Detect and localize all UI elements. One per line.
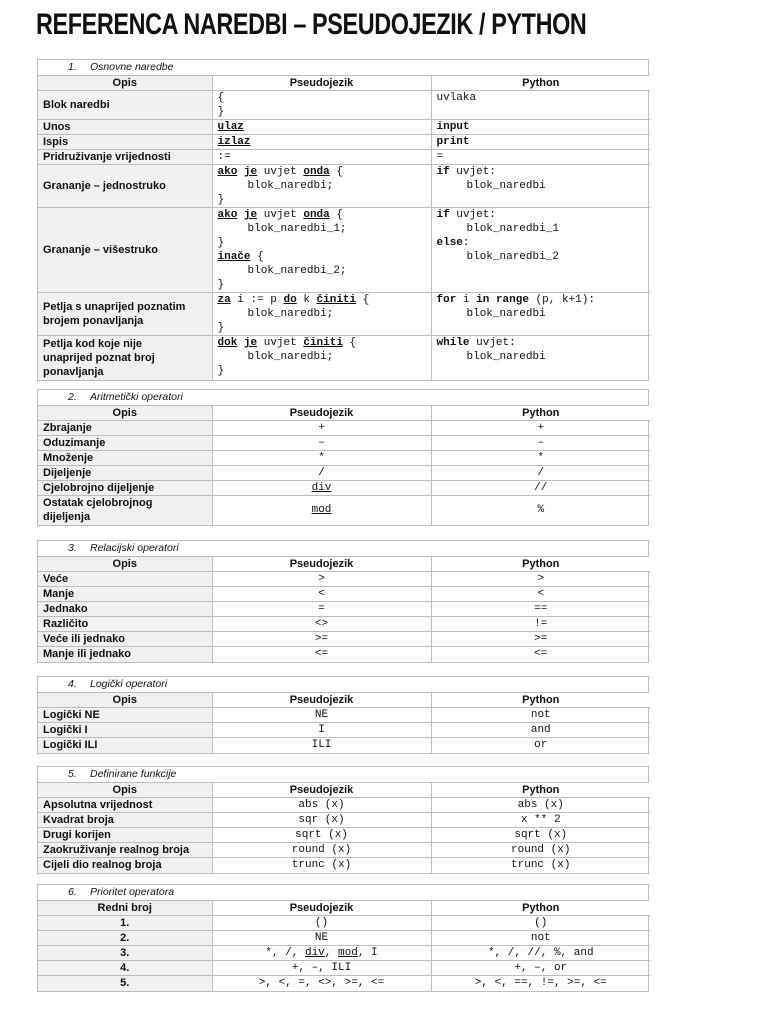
keyword: za bbox=[217, 294, 231, 306]
keyword: while bbox=[436, 337, 470, 349]
section-prioritet-operatora bbox=[37, 884, 649, 992]
table-relacijski-operatori bbox=[38, 557, 650, 662]
row-python: +, –, or bbox=[431, 961, 650, 976]
code-line bbox=[218, 208, 426, 222]
row-python: >= bbox=[431, 632, 650, 647]
row-python bbox=[431, 336, 650, 380]
code-line: blok_naredbi bbox=[466, 180, 546, 192]
row-desc: Blok naredbi bbox=[38, 91, 212, 120]
row-pseudo bbox=[212, 165, 431, 208]
keyword: range bbox=[495, 294, 529, 306]
row-python: + bbox=[431, 421, 650, 436]
row-pseudo: sqr (x) bbox=[212, 813, 431, 828]
code-text: k bbox=[296, 294, 317, 306]
section-header bbox=[38, 677, 648, 693]
keyword: ako bbox=[217, 166, 238, 178]
row-pseudo: < bbox=[212, 587, 431, 602]
col-header-pseudo: Pseudojezik bbox=[212, 901, 431, 916]
row-pseudo bbox=[212, 120, 431, 135]
keyword: činiti bbox=[303, 337, 343, 349]
row-pseudo: = bbox=[212, 602, 431, 617]
keyword: dok bbox=[217, 337, 238, 349]
section-title: Prioritet operatora bbox=[90, 886, 175, 898]
table-row bbox=[38, 647, 650, 662]
row-desc: Veće ili jednako bbox=[38, 632, 212, 647]
row-desc bbox=[38, 496, 212, 525]
col-header-python: Python bbox=[431, 76, 650, 91]
code-text: { bbox=[329, 166, 343, 178]
row-rank: 1. bbox=[38, 916, 212, 931]
row-desc: Cjelobrojno dijeljenje bbox=[38, 481, 212, 496]
code-text: { bbox=[356, 294, 370, 306]
code-text: uvjet: bbox=[469, 337, 516, 349]
table-prioritet-operatora bbox=[38, 901, 650, 991]
keyword: do bbox=[283, 294, 297, 306]
row-pseudo: >, <, =, <>, >=, <= bbox=[212, 976, 431, 991]
row-python: abs (x) bbox=[431, 798, 650, 813]
row-python: % bbox=[431, 496, 650, 525]
section-title: Logički operatori bbox=[90, 678, 168, 690]
code-text: i bbox=[456, 294, 477, 306]
section-header bbox=[38, 390, 648, 406]
table-header-row bbox=[38, 406, 650, 421]
col-header-opis: Opis bbox=[38, 693, 212, 708]
row-python: * bbox=[431, 451, 650, 466]
table-row bbox=[38, 421, 650, 436]
row-python bbox=[431, 165, 650, 208]
row-desc: Logički ILI bbox=[38, 738, 212, 753]
table-row bbox=[38, 135, 650, 150]
table-logicki-operatori bbox=[38, 693, 650, 753]
desc-line: dijeljenja bbox=[43, 511, 91, 524]
code-text: (p, k+1): bbox=[528, 294, 595, 306]
row-pseudo bbox=[212, 481, 431, 496]
section-number: 1. bbox=[68, 61, 77, 73]
row-desc: Unos bbox=[38, 120, 212, 135]
table-row bbox=[38, 723, 650, 738]
row-python: not bbox=[431, 931, 650, 946]
row-desc: Oduzimanje bbox=[38, 436, 212, 451]
row-python: round (x) bbox=[431, 843, 650, 858]
section-logicki-operatori bbox=[37, 676, 649, 754]
code-line bbox=[218, 293, 426, 307]
col-header-python: Python bbox=[431, 557, 650, 572]
table-row bbox=[38, 208, 650, 293]
page-title: REFERENCA NAREDBI – PSEUDOJEZIK / PYTHON bbox=[36, 8, 587, 41]
keyword: else bbox=[436, 237, 463, 249]
table-row bbox=[38, 976, 650, 991]
section-title: Osnovne naredbe bbox=[90, 61, 174, 73]
table-row bbox=[38, 916, 650, 931]
row-pseudo: I bbox=[212, 723, 431, 738]
code-line: } bbox=[217, 279, 225, 291]
row-pseudo: <= bbox=[212, 647, 431, 662]
code-line: blok_naredbi; bbox=[247, 180, 334, 192]
keyword: onda bbox=[303, 209, 330, 221]
table-row bbox=[38, 946, 650, 961]
row-python bbox=[431, 208, 650, 293]
keyword: print bbox=[436, 136, 470, 148]
table-row bbox=[38, 150, 650, 165]
code-line: } bbox=[217, 194, 225, 206]
row-desc: Manje ili jednako bbox=[38, 647, 212, 662]
row-desc bbox=[38, 336, 212, 380]
row-desc: Množenje bbox=[38, 451, 212, 466]
row-desc: Ispis bbox=[38, 135, 212, 150]
section-number: 3. bbox=[68, 542, 77, 554]
row-python: > bbox=[431, 572, 650, 587]
col-header-pseudo: Pseudojezik bbox=[212, 783, 431, 798]
code-line bbox=[437, 236, 646, 250]
keyword: div bbox=[304, 947, 325, 959]
row-desc: Pridruživanje vrijednosti bbox=[38, 150, 212, 165]
section-title: Definirane funkcije bbox=[90, 768, 177, 780]
row-desc: Zaokruživanje realnog broja bbox=[38, 843, 212, 858]
code-text: { bbox=[329, 209, 343, 221]
row-pseudo: := bbox=[212, 150, 431, 165]
keyword: for bbox=[436, 294, 457, 306]
code-text: uvjet: bbox=[449, 166, 496, 178]
section-number: 2. bbox=[68, 391, 77, 403]
code-line bbox=[437, 336, 646, 350]
table-row bbox=[38, 961, 650, 976]
row-desc: Kvadrat broja bbox=[38, 813, 212, 828]
table-row bbox=[38, 708, 650, 723]
col-header-opis: Opis bbox=[38, 76, 212, 91]
desc-line: unaprijed poznat broj bbox=[43, 351, 155, 364]
keyword: inače bbox=[217, 251, 251, 263]
table-row bbox=[38, 336, 650, 380]
table-row bbox=[38, 481, 650, 496]
section-number: 5. bbox=[68, 768, 77, 780]
row-desc: Različito bbox=[38, 617, 212, 632]
row-python: x ** 2 bbox=[431, 813, 650, 828]
row-python bbox=[431, 293, 650, 336]
row-pseudo: – bbox=[212, 436, 431, 451]
code-line: blok_naredbi; bbox=[247, 308, 334, 320]
row-pseudo: <> bbox=[212, 617, 431, 632]
col-header-pseudo: Pseudojezik bbox=[212, 693, 431, 708]
keyword: input bbox=[436, 121, 470, 133]
row-pseudo: * bbox=[212, 451, 431, 466]
col-header-opis: Opis bbox=[38, 406, 212, 421]
row-desc: Logički NE bbox=[38, 708, 212, 723]
code-line bbox=[218, 165, 426, 179]
table-row bbox=[38, 451, 650, 466]
table-row bbox=[38, 572, 650, 587]
row-pseudo: >= bbox=[212, 632, 431, 647]
table-row bbox=[38, 632, 650, 647]
desc-line: brojem ponavljanja bbox=[43, 315, 144, 327]
row-pseudo: ILI bbox=[212, 738, 431, 753]
section-header bbox=[38, 541, 648, 557]
keyword: je bbox=[243, 209, 258, 221]
table-row bbox=[38, 436, 650, 451]
row-pseudo: NE bbox=[212, 931, 431, 946]
table-row bbox=[38, 813, 650, 828]
row-desc: Grananje – jednostruko bbox=[38, 165, 212, 208]
keyword: div bbox=[311, 482, 332, 494]
row-pseudo: round (x) bbox=[212, 843, 431, 858]
keyword: if bbox=[436, 166, 450, 178]
row-desc: Manje bbox=[38, 587, 212, 602]
section-title: Relacijski operatori bbox=[90, 542, 179, 554]
code-line: blok_naredbi; bbox=[247, 351, 334, 363]
table-row bbox=[38, 293, 650, 336]
col-header-python: Python bbox=[431, 693, 650, 708]
section-aritmeticki-operatori bbox=[37, 389, 649, 526]
table-row bbox=[38, 587, 650, 602]
col-header-python: Python bbox=[431, 783, 650, 798]
row-pseudo: / bbox=[212, 466, 431, 481]
row-pseudo bbox=[212, 208, 431, 293]
code-line bbox=[218, 336, 426, 350]
code-text: uvjet bbox=[257, 166, 304, 178]
row-desc: Grananje – višestruko bbox=[38, 208, 212, 293]
row-desc: Logički I bbox=[38, 723, 212, 738]
row-desc: Cijeli dio realnog broja bbox=[38, 858, 212, 873]
code-text: *, /, bbox=[265, 947, 305, 959]
keyword: je bbox=[243, 166, 258, 178]
row-python: >, <, ==, !=, >=, <= bbox=[431, 976, 650, 991]
row-desc: Veće bbox=[38, 572, 212, 587]
row-python: () bbox=[431, 916, 650, 931]
keyword: je bbox=[243, 337, 258, 349]
table-row bbox=[38, 843, 650, 858]
row-desc: Dijeljenje bbox=[38, 466, 212, 481]
row-python bbox=[431, 135, 650, 150]
row-python: // bbox=[431, 481, 650, 496]
col-header-pseudo: Pseudojezik bbox=[212, 76, 431, 91]
row-python: != bbox=[431, 617, 650, 632]
code-text: : bbox=[462, 237, 470, 249]
table-row bbox=[38, 91, 650, 120]
table-osnovne-naredbe bbox=[38, 76, 650, 380]
row-rank: 4. bbox=[38, 961, 212, 976]
code-text: { bbox=[342, 337, 357, 349]
col-header-opis: Opis bbox=[38, 557, 212, 572]
table-header-row bbox=[38, 557, 650, 572]
row-python: == bbox=[431, 602, 650, 617]
row-python: trunc (x) bbox=[431, 858, 650, 873]
keyword: ulaz bbox=[217, 121, 244, 133]
col-header-pseudo: Pseudojezik bbox=[212, 557, 431, 572]
code-line: } bbox=[217, 365, 225, 377]
table-header-row bbox=[38, 901, 650, 916]
keyword: izlaz bbox=[217, 136, 251, 148]
code-line: } bbox=[217, 106, 225, 118]
code-text: { bbox=[250, 251, 264, 263]
code-text: uvjet: bbox=[449, 209, 496, 221]
row-desc bbox=[38, 293, 212, 336]
table-header-row bbox=[38, 693, 650, 708]
row-python: / bbox=[431, 466, 650, 481]
section-osnovne-naredbe bbox=[37, 59, 649, 381]
row-python: – bbox=[431, 436, 650, 451]
code-text: uvjet bbox=[257, 337, 304, 349]
table-definirane-funkcije bbox=[38, 783, 650, 873]
desc-line: ponavljanja bbox=[43, 365, 104, 378]
table-row bbox=[38, 466, 650, 481]
row-desc: Apsolutna vrijednost bbox=[38, 798, 212, 813]
row-python: or bbox=[431, 738, 650, 753]
col-header-python: Python bbox=[431, 406, 650, 421]
row-pseudo: trunc (x) bbox=[212, 858, 431, 873]
row-python: = bbox=[431, 150, 650, 165]
code-line: blok_naredbi_1 bbox=[466, 223, 559, 235]
row-pseudo: + bbox=[212, 421, 431, 436]
row-pseudo bbox=[212, 336, 431, 380]
row-pseudo bbox=[212, 135, 431, 150]
col-header-opis: Opis bbox=[38, 783, 212, 798]
table-aritmeticki-operatori bbox=[38, 406, 650, 525]
desc-line: Ostatak cjelobrojnog bbox=[43, 497, 153, 510]
row-pseudo bbox=[212, 293, 431, 336]
table-row bbox=[38, 602, 650, 617]
code-text: , I bbox=[357, 947, 378, 959]
table-row bbox=[38, 120, 650, 135]
table-row bbox=[38, 798, 650, 813]
table-row bbox=[38, 617, 650, 632]
col-header-redni-broj: Redni broj bbox=[38, 901, 212, 916]
row-pseudo bbox=[212, 946, 431, 961]
section-number: 4. bbox=[68, 678, 77, 690]
keyword: mod bbox=[311, 504, 332, 517]
row-python: sqrt (x) bbox=[431, 828, 650, 843]
row-rank: 3. bbox=[38, 946, 212, 961]
keyword: if bbox=[436, 209, 450, 221]
keyword: onda bbox=[303, 166, 330, 178]
row-pseudo: > bbox=[212, 572, 431, 587]
table-row bbox=[38, 738, 650, 753]
row-desc: Zbrajanje bbox=[38, 421, 212, 436]
table-row bbox=[38, 165, 650, 208]
row-desc: Jednako bbox=[38, 602, 212, 617]
code-line: blok_naredbi_2; bbox=[247, 265, 347, 277]
section-relacijski-operatori bbox=[37, 540, 649, 663]
keyword: mod bbox=[338, 947, 358, 959]
desc-line: Petlja s unaprijed poznatim bbox=[43, 301, 186, 313]
row-python: uvlaka bbox=[431, 91, 650, 120]
code-text: uvjet bbox=[257, 209, 304, 221]
code-line: { bbox=[217, 92, 225, 104]
row-desc: Drugi korijen bbox=[38, 828, 212, 843]
row-python: and bbox=[431, 723, 650, 738]
code-line bbox=[437, 293, 646, 307]
row-python bbox=[431, 120, 650, 135]
row-pseudo: +, –, ILI bbox=[212, 961, 431, 976]
row-python: *, /, //, %, and bbox=[431, 946, 650, 961]
row-pseudo: abs (x) bbox=[212, 798, 431, 813]
code-text bbox=[489, 294, 496, 306]
code-line bbox=[218, 250, 426, 264]
row-pseudo bbox=[212, 496, 431, 525]
row-python: <= bbox=[431, 647, 650, 662]
row-rank: 5. bbox=[38, 976, 212, 991]
code-text: i := p bbox=[230, 294, 284, 306]
code-line: } bbox=[217, 237, 225, 249]
code-line bbox=[437, 208, 646, 222]
section-definirane-funkcije bbox=[37, 766, 649, 874]
row-python: < bbox=[431, 587, 650, 602]
keyword: činiti bbox=[316, 294, 357, 306]
keyword: ako bbox=[217, 209, 238, 221]
table-header-row bbox=[38, 783, 650, 798]
code-line: blok_naredbi_1; bbox=[247, 223, 347, 235]
table-row bbox=[38, 496, 650, 525]
row-rank: 2. bbox=[38, 931, 212, 946]
code-line: blok_naredbi_2 bbox=[466, 251, 559, 263]
section-title: Aritmetički operatori bbox=[90, 391, 183, 403]
code-text: , bbox=[324, 947, 338, 959]
desc-line: Petlja kod koje nije bbox=[43, 337, 143, 350]
code-line: blok_naredbi bbox=[466, 351, 546, 363]
table-header-row bbox=[38, 76, 650, 91]
section-number: 6. bbox=[68, 886, 77, 898]
table-row bbox=[38, 858, 650, 873]
section-header bbox=[38, 767, 648, 783]
row-pseudo: sqrt (x) bbox=[212, 828, 431, 843]
code-line: } bbox=[217, 322, 225, 334]
table-row bbox=[38, 931, 650, 946]
table-row bbox=[38, 828, 650, 843]
row-pseudo: NE bbox=[212, 708, 431, 723]
section-header bbox=[38, 885, 648, 901]
code-line bbox=[437, 165, 646, 179]
col-header-python: Python bbox=[431, 901, 650, 916]
row-pseudo bbox=[212, 91, 431, 120]
row-python: not bbox=[431, 708, 650, 723]
section-header bbox=[38, 60, 648, 76]
col-header-pseudo: Pseudojezik bbox=[212, 406, 431, 421]
keyword: in bbox=[476, 294, 490, 306]
row-pseudo: () bbox=[212, 916, 431, 931]
code-line: blok_naredbi bbox=[466, 308, 546, 320]
